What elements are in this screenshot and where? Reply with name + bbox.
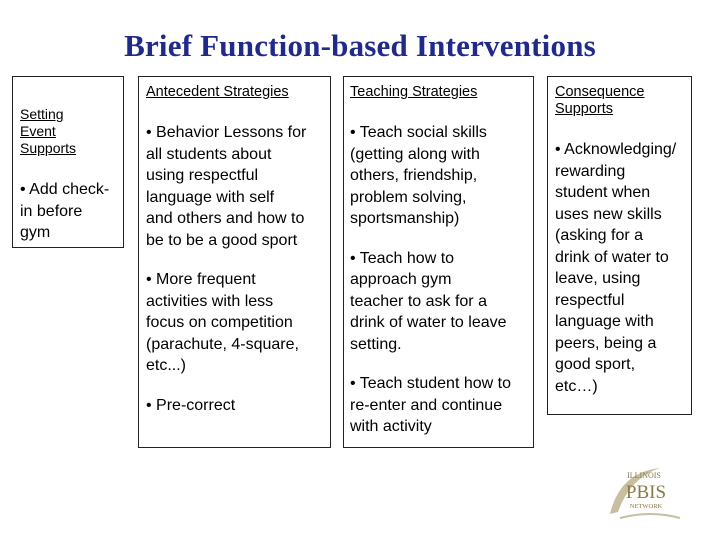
teaching-item: • Teach student how to re-enter and continue with activity — [350, 375, 511, 435]
antecedent-item: • Behavior Lessons for all students about using respectful language with self and others and how to be to be a good sport — [146, 124, 307, 249]
teaching-item: • Teach social skills (getting along with others, friendship, problem solving, sportsmanship) — [350, 124, 487, 227]
antecedent-item: • Pre-correct — [146, 396, 236, 414]
teaching-strategies-heading: Teaching Strategies — [350, 84, 478, 100]
logo-top-text: ILLINOIS — [627, 471, 661, 480]
teaching-item: • Teach how to approach gym teacher to ask for a drink of water to leave setting. — [350, 249, 507, 353]
antecedent-item: • More frequent activities with less focus on competition (parachute, 4-square, etc...) — [146, 271, 299, 374]
consequence-supports-heading: Consequence Supports — [555, 84, 645, 117]
consequence-supports-column — [547, 76, 692, 415]
setting-event-supports-column — [12, 76, 124, 248]
antecedent-strategies-column — [138, 76, 331, 448]
consequence-item: • Acknowledging/ rewarding student when uses new skills (asking for a drink of water to leave, using respectful language with peers, being a good sport, etc…) — [555, 141, 677, 395]
teaching-strategies-column — [343, 76, 534, 448]
logo-underline — [620, 514, 680, 518]
logo-bottom-text: NETWORK — [629, 503, 663, 510]
setting-event-supports-heading: Setting Event Supports — [20, 106, 77, 156]
illinois-pbis-network-logo — [600, 462, 686, 526]
logo-main-text: PBIS — [625, 482, 667, 503]
slide-title: Brief Function-based Interventions — [124, 28, 596, 63]
setting-item: • Add check- in before gym — [20, 181, 110, 241]
antecedent-strategies-heading: Antecedent Strategies — [146, 84, 289, 100]
